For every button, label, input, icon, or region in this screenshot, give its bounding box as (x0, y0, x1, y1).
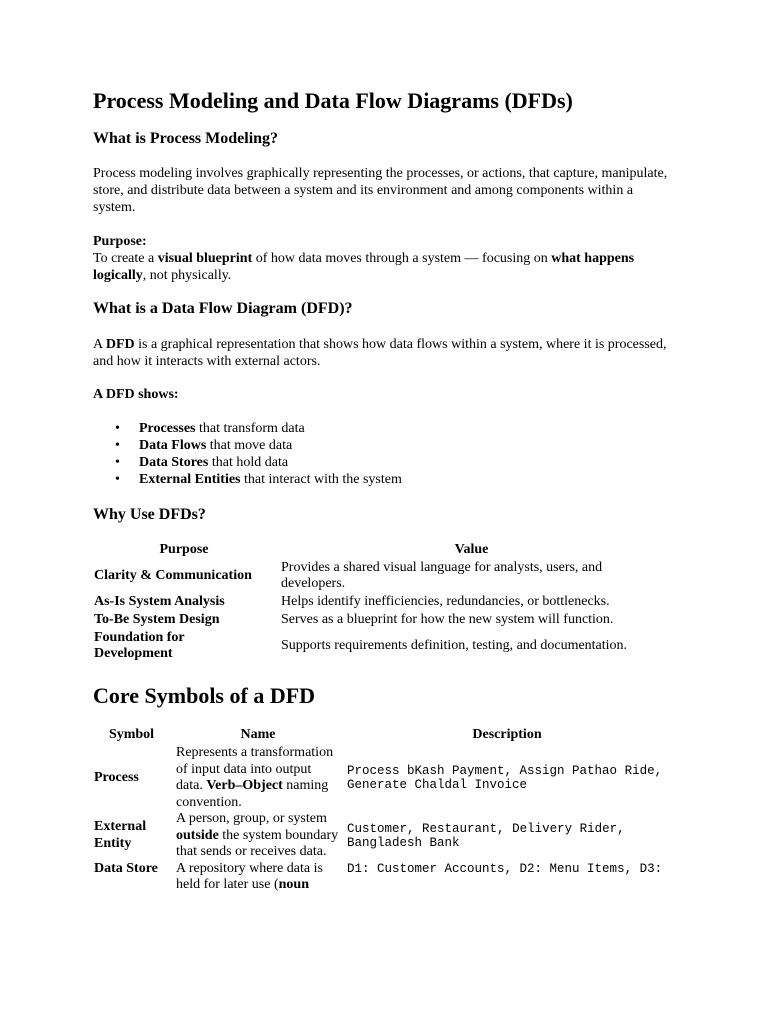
symbol-cell: Process (94, 769, 139, 785)
name-text: A repository where data is held for later use ( (176, 860, 323, 892)
core-symbols-table (93, 726, 673, 894)
symbol-cell: External Entity (94, 819, 147, 851)
dfd-shows-list (93, 420, 402, 488)
dfd-text-1: A (93, 337, 106, 352)
section-heading-process-modeling: What is Process Modeling? (93, 130, 279, 147)
dfd-shows-text: A DFD shows: (93, 387, 179, 402)
symbol-cell: Data Store (94, 860, 158, 876)
dfd-bold: DFD (105, 337, 135, 352)
table-row (93, 559, 668, 593)
name-bold: Verb–Object (206, 778, 283, 793)
table-cell-purpose: Foundation for Development (94, 629, 185, 661)
example-text: Assign Pathao Ride (519, 764, 655, 778)
purpose-bold-2: what happens logically (93, 251, 635, 283)
purpose-label: Purpose: (93, 234, 147, 249)
table-header-row (93, 541, 668, 559)
name-text-2: naming convention. (176, 778, 329, 810)
table-cell-value: Supports requirements definition, testing, and documentation. (281, 637, 628, 653)
name-cell (175, 811, 346, 861)
table-header: Symbol (108, 727, 155, 743)
table-cell-value: Provides a shared visual language for analysts, users, and developers. (281, 559, 603, 591)
description-cell: Process bKash Payment, Assign Pathao Ride, Generate Chaldal Invoice (347, 764, 663, 792)
purpose-text-3: , not physically. (142, 268, 232, 283)
purpose-bold-1: visual blueprint (157, 251, 253, 266)
table-header: Value (454, 541, 489, 557)
example-text: Generate Chaldal Invoice (347, 778, 528, 792)
name-bold: outside (176, 827, 219, 843)
list-item-text: that hold data (208, 455, 289, 470)
why-dfd-table (93, 541, 668, 663)
list-item (93, 454, 402, 471)
name-cell (175, 745, 346, 811)
table-row (93, 861, 673, 894)
purpose-paragraph (93, 233, 673, 284)
example-text: D3: (639, 861, 663, 876)
section-heading-why-dfd: Why Use DFDs? (93, 506, 206, 523)
list-item-bold: Data Stores (139, 455, 209, 470)
section-heading-core-symbols: Core Symbols of a DFD (93, 683, 316, 708)
list-item-bold: Data Flows (139, 438, 207, 453)
example-text: D1: Customer Accounts (347, 861, 505, 876)
table-row (93, 811, 673, 861)
example-text: D2: Menu Items (519, 861, 625, 876)
description-cell: D1: Customer Accounts, D2: Menu Items, D3: (347, 861, 663, 876)
table-row (93, 745, 673, 811)
list-item-text: that move data (206, 438, 293, 453)
table-row (93, 611, 668, 629)
list-item-bold: Processes (139, 421, 196, 436)
name-text-2: the system boundary that sends or receives data. (176, 827, 339, 859)
name-bold: noun (278, 877, 309, 892)
list-item-text: that transform data (195, 421, 305, 436)
table-row (93, 593, 668, 611)
example-text: Restaurant (422, 821, 498, 836)
example-text: Delivery Rider (512, 821, 618, 836)
list-item (93, 437, 402, 454)
name-cell (175, 861, 346, 894)
example-text: Customer (347, 821, 408, 836)
example-text: Bangladesh Bank (347, 835, 460, 850)
table-cell-value: Serves as a blueprint for how the new system will function. (281, 611, 614, 627)
name-text: A person, group, or system (176, 811, 327, 826)
example-text: Process bKash Payment (347, 764, 505, 778)
process-modeling-body: Process modeling involves graphically representing the processes, or actions, that capture, manipulate, store, and distribute data between a system and its environment and among components within a system. (93, 166, 668, 215)
purpose-text-1: To create a (93, 251, 158, 266)
table-cell-purpose: To-Be System Design (94, 611, 220, 627)
list-item (93, 420, 402, 437)
list-item (93, 471, 402, 488)
table-cell-value: Helps identify inefficiencies, redundancies, or bottlenecks. (281, 593, 610, 609)
table-header: Description (472, 727, 542, 743)
table-row (93, 629, 668, 663)
table-cell-purpose: Clarity & Communication (94, 567, 252, 583)
page-title: Process Modeling and Data Flow Diagrams (DFDs) (93, 88, 573, 113)
name-text: Represents a transformation of input data into output data. (176, 745, 334, 793)
section-heading-dfd: What is a Data Flow Diagram (DFD)? (93, 300, 353, 317)
dfd-shows-label (93, 386, 673, 403)
dfd-definition (93, 336, 673, 370)
purpose-text-2: of how data moves through a system — focusing on (252, 251, 552, 266)
table-cell-purpose: As-Is System Analysis (94, 593, 225, 609)
list-item-bold: External Entities (139, 472, 241, 487)
table-header-row (93, 726, 673, 745)
list-item-text: that interact with the system (240, 472, 402, 487)
dfd-text-2: is a graphical representation that shows how data flows within a system, where it is processed, and how it interacts with external actors. (93, 337, 667, 369)
table-header: Purpose (159, 541, 209, 557)
table-header: Name (240, 727, 276, 743)
description-cell: Customer, Restaurant, Delivery Rider, Bangladesh Bank (347, 821, 625, 850)
